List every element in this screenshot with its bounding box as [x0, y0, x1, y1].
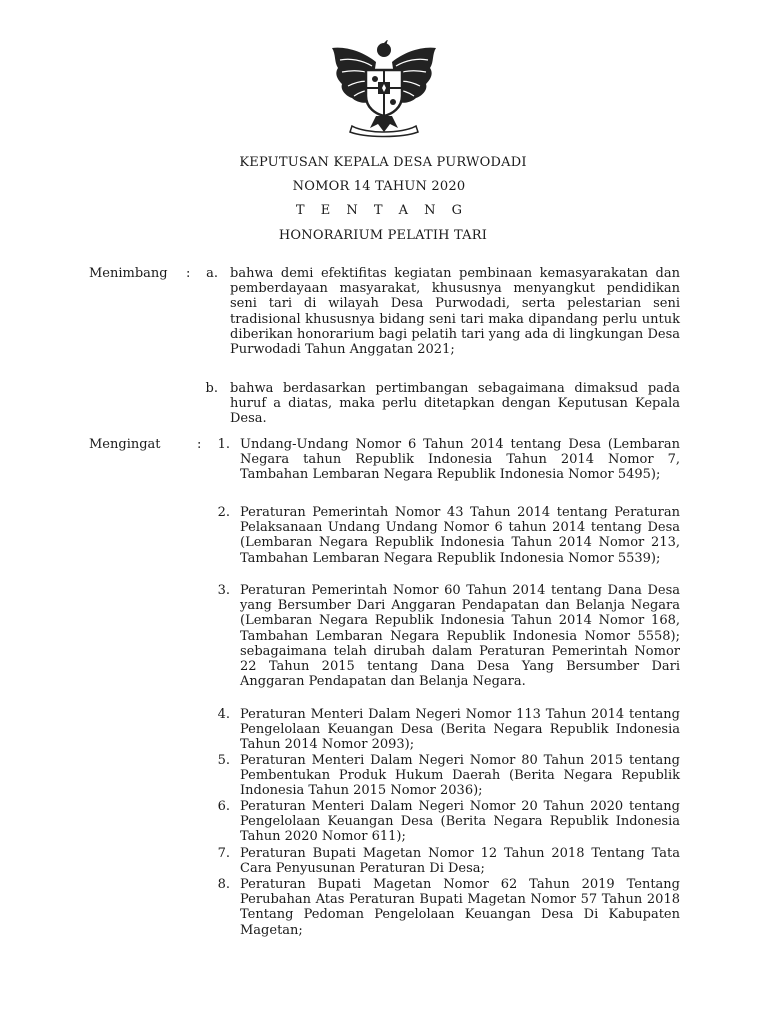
- mengingat-item-7: Peraturan Bupati Magetan Nomor 12 Tahun 2018 Tentang Tata Cara Penyusunan Peraturan Di Desa;: [240, 846, 680, 877]
- menimbang-item-a: bahwa demi efektifitas kegiatan pembinaan kemasyarakatan dan pemberdayaan masyarakat, khususnya menyangkut pendidikan seni tari di wilayah Desa Purwodadi, serta pelestarian seni tradisional khususnya bidang seni tari maka dipandang perlu untuk diberikan honorarium bagi pelatih tari yang ada di lingkungan Desa Purwodadi Tahun Anggatan 2021;: [230, 266, 680, 358]
- document-about-label: T E N T A N G: [295, 203, 469, 218]
- mengingat-marker-6: 6.: [217, 799, 230, 814]
- mengingat-label: Mengingat: [89, 437, 161, 452]
- menimbang-colon: :: [186, 266, 191, 281]
- menimbang-item-b: bahwa berdasarkan pertimbangan sebagaimana dimaksud pada huruf a diatas, maka perlu ditetapkan dengan Keputusan Kepala Desa.: [230, 381, 680, 427]
- mengingat-marker-8: 8.: [217, 877, 230, 892]
- mengingat-item-4: Peraturan Menteri Dalam Negeri Nomor 113 Tahun 2014 tentang Pengelolaan Keuangan Desa (Berita Negara Republik Indonesia Tahun 2014 Nomor 2093);: [240, 707, 680, 753]
- mengingat-item-5: Peraturan Menteri Dalam Negeri Nomor 80 Tahun 2015 tentang Pembentukan Produk Hukum Daerah (Berita Negara Republik Indonesia Tahun 2015 Nomor 2036);: [240, 753, 680, 799]
- mengingat-marker-3: 3.: [217, 583, 230, 598]
- mengingat-item-1: Undang-Undang Nomor 6 Tahun 2014 tentang Desa (Lembaran Negara tahun Republik Indonesia Tahun 2014 Nomor 7, Tambahan Lembaran Negara Republik Indonesia Nomor 5495);: [240, 437, 680, 483]
- mengingat-marker-1: 1.: [217, 437, 230, 452]
- document-number: NOMOR 14 TAHUN 2020: [292, 179, 466, 194]
- mengingat-item-8: Peraturan Bupati Magetan Nomor 62 Tahun 2019 Tentang Perubahan Atas Peraturan Bupati Magetan Nomor 57 Tahun 2018 Tentang Pedoman Pengelolaan Keuangan Desa Di Kabupaten Magetan;: [240, 877, 680, 938]
- document-subject: HONORARIUM PELATIH TARI: [278, 228, 488, 243]
- document-title: KEPUTUSAN KEPALA DESA PURWODADI: [239, 155, 527, 170]
- mengingat-marker-5: 5.: [217, 753, 230, 768]
- menimbang-marker-b: b.: [205, 381, 218, 396]
- mengingat-marker-4: 4.: [217, 707, 230, 722]
- mengingat-item-3: Peraturan Pemerintah Nomor 60 Tahun 2014 tentang Dana Desa yang Bersumber Dari Anggaran Pendapatan dan Belanja Negara (Lembaran Negara Republik Indonesia Tahun 2014 Nomor 168, Tambahan Lembaran Negara Republik Indonesia Nomor 5558); sebagaimana telah dirubah dalam Peraturan Pemerintah Nomor 22 Tahun 2015 tentang Dana Desa Yang Bersumber Dari Anggaran Pendapatan dan Belanja Negara.: [240, 583, 680, 690]
- mengingat-item-2: Peraturan Pemerintah Nomor 43 Tahun 2014 tentang Peraturan Pelaksanaan Undang Undang Nomor 6 tahun 2014 tentang Desa (Lembaran Negara Republik Indonesia Tahun 2014 Nomor 213, Tambahan Lembaran Negara Republik Indonesia Nomor 5539);: [240, 505, 680, 566]
- mengingat-item-6: Peraturan Menteri Dalam Negeri Nomor 20 Tahun 2020 tentang Pengelolaan Keuangan Desa (Berita Negara Republik Indonesia Tahun 2020 Nomor 611);: [240, 799, 680, 845]
- mengingat-marker-7: 7.: [217, 846, 230, 861]
- mengingat-marker-2: 2.: [217, 505, 230, 520]
- mengingat-colon: :: [197, 437, 202, 452]
- menimbang-label: Menimbang: [89, 266, 168, 281]
- menimbang-marker-a: a.: [206, 266, 218, 281]
- garuda-pancasila-emblem-icon: [326, 40, 442, 138]
